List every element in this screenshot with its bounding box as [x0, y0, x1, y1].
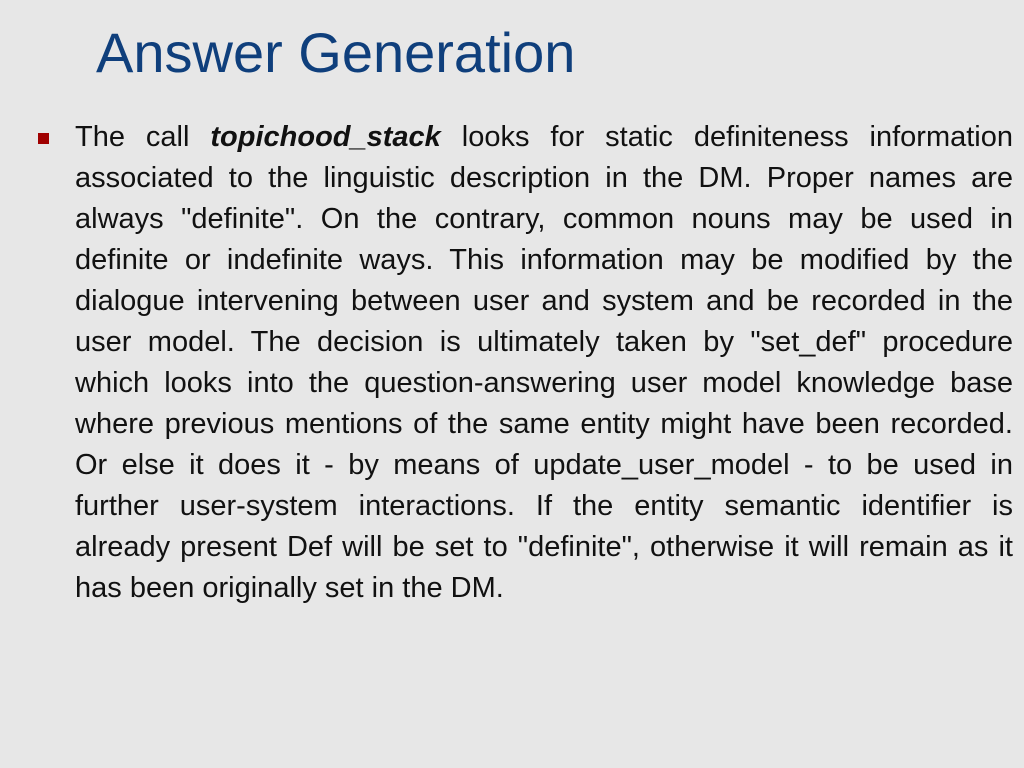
- square-bullet-icon: [38, 133, 49, 144]
- bullet-text: [75, 117, 1013, 609]
- bullet-term: topichood_stack: [210, 121, 441, 153]
- bullet-text-intro: The call: [75, 121, 211, 153]
- bullet-text-body: looks for static definiteness information associated to the linguistic description in the DM. Proper names are always "definite". On the contrary, common nouns may be used in definite or indefinite ways. This information may be modified by the dialogue intervening between user and system and be recorded in the user model. The decision is ultimately taken by "set_def" procedure which looks into the question-answering user model knowledge base where previous mentions of the same entity might have been recorded. Or else it does it - by means of update_user_model - to be used in further user-system interactions. If the entity semantic identifier is already present Def will be set to "definite", otherwise it will remain as it has been originally set in the DM.: [75, 121, 1013, 604]
- slide-title: Answer Generation: [96, 21, 576, 84]
